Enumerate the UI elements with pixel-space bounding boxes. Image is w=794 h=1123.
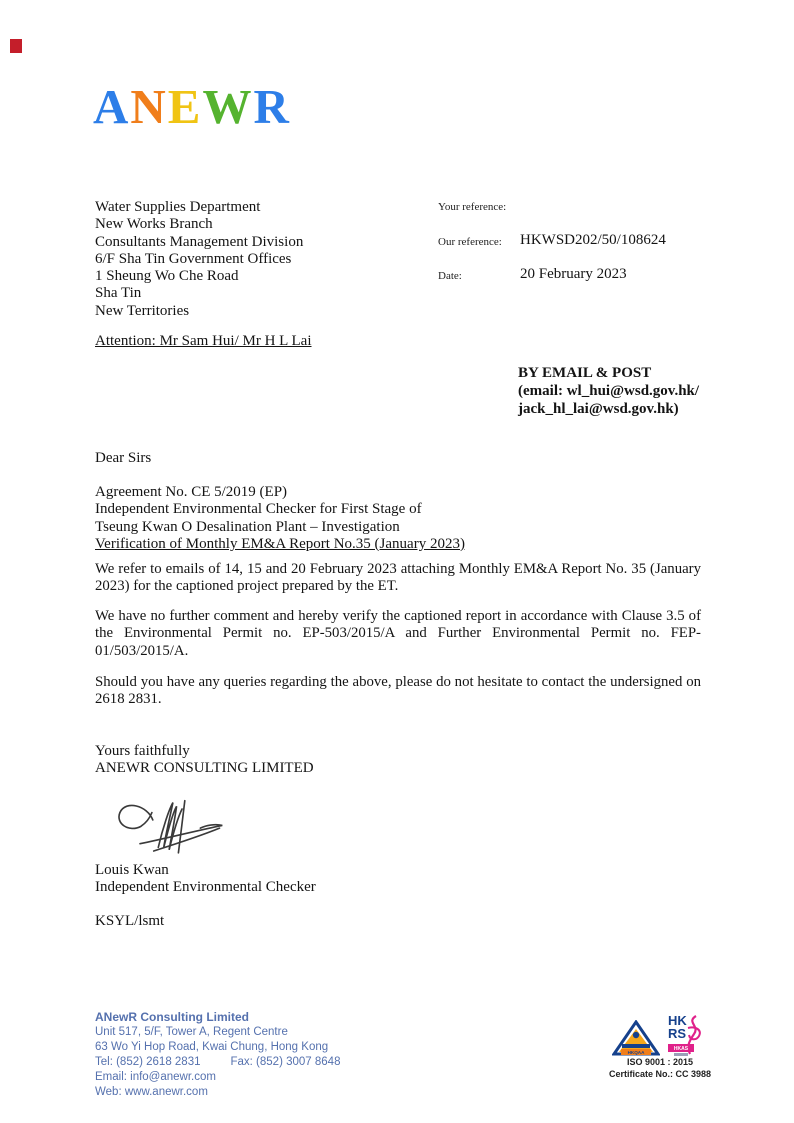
footer-tel-fax xyxy=(95,1055,340,1070)
footer-tel: Tel: (852) 2618 2831 xyxy=(95,1056,201,1068)
subject-line: Tseung Kwan O Desalination Plant – Investigation xyxy=(95,518,400,535)
subject-line-underlined: Verification of Monthly EM&A Report No.35 (January 2023) xyxy=(95,535,465,552)
recipient-line: New Territories xyxy=(95,302,190,319)
hkqaa-label: HKQAA xyxy=(627,1050,645,1055)
paragraph-3: Should you have any queries regarding the above, please do not hesitate to contact the undersigned on 2618 2831. xyxy=(95,674,701,708)
delivery-method xyxy=(518,364,699,418)
footer-email: Email: info@anewr.com xyxy=(95,1071,216,1083)
date-value: 20 February 2023 xyxy=(520,266,627,282)
signatory-name: Louis Kwan xyxy=(95,862,169,878)
signatory-title: Independent Environmental Checker xyxy=(95,879,316,896)
hkas-mark: HKAS xyxy=(673,1046,689,1052)
recipient-address xyxy=(95,199,303,320)
paragraph-2: We have no further comment and hereby verify the captioned report in accordance with Clause 3.5 of the Environmental Permit no. EP-503/2015/A and Further Environmental Permit no. FEP-01/503/2015/A. xyxy=(95,608,701,659)
certificate-number: Certificate No.: CC 3988 xyxy=(608,1069,712,1079)
our-reference-label: Our reference: xyxy=(438,236,502,248)
logo-letter-w: W xyxy=(202,79,254,134)
red-annotation-mark xyxy=(10,39,22,53)
your-reference-label: Your reference: xyxy=(438,201,507,213)
recipient-line: 6/F Sha Tin Government Offices xyxy=(95,250,292,267)
closing-company: ANEWR CONSULTING LIMITED xyxy=(95,760,314,777)
recipient-line: Water Supplies Department xyxy=(95,199,261,215)
logo-letter-a: A xyxy=(93,79,131,134)
recipient-line: New Works Branch xyxy=(95,216,213,233)
recipient-line: Consultants Management Division xyxy=(95,233,304,250)
paragraph-1: We refer to emails of 14, 15 and 20 February 2023 attaching Monthly EM&A Report No. 35 (January 2023) for the captioned project prepared by the ET. xyxy=(95,561,701,595)
footer-address-1: Unit 517, 5/F, Tower A, Regent Centre xyxy=(95,1026,288,1038)
closing-valediction: Yours faithfully xyxy=(95,743,190,759)
footer-company-name: ANewR Consulting Limited xyxy=(95,1010,249,1024)
logo-letter-r: R xyxy=(253,79,291,134)
subject-line: Independent Environmental Checker for First Stage of xyxy=(95,501,422,518)
footer-company-info xyxy=(95,1010,340,1100)
delivery-line-3: jack_hl_lai@wsd.gov.hk) xyxy=(518,401,679,417)
company-logo xyxy=(93,79,291,134)
hkrs-accreditation-logo xyxy=(666,1012,706,1062)
footer-fax: Fax: (852) 3007 8648 xyxy=(230,1056,341,1068)
signature-scribble xyxy=(112,798,232,862)
logo-letter-n: N xyxy=(130,79,168,134)
reference-initials: KSYL/lsmt xyxy=(95,913,165,929)
logo-letter-e: E xyxy=(167,79,203,134)
salutation: Dear Sirs xyxy=(95,450,152,466)
subject-line: Agreement No. CE 5/2019 (EP) xyxy=(95,484,288,500)
footer-web: Web: www.anewr.com xyxy=(95,1086,208,1098)
attention-line: Attention: Mr Sam Hui/ Mr H L Lai xyxy=(95,333,312,349)
delivery-line-1: BY EMAIL & POST xyxy=(518,365,652,381)
delivery-line-2: (email: wl_hui@wsd.gov.hk/ xyxy=(518,383,700,399)
iso-certification: ISO 9001 : 2015 xyxy=(626,1057,694,1067)
subject-block xyxy=(95,484,465,553)
our-reference-value: HKWSD202/50/108624 xyxy=(520,232,666,248)
date-label: Date: xyxy=(438,270,462,282)
signatory-block xyxy=(95,862,316,897)
certification-text xyxy=(595,1056,725,1080)
hkrs-top-text: HK xyxy=(668,1013,687,1028)
closing-block xyxy=(95,743,314,778)
hkrs-bottom-text: RS xyxy=(668,1026,687,1041)
footer-address-2: 63 Wo Yi Hop Road, Kwai Chung, Hong Kong xyxy=(95,1041,329,1053)
recipient-line: 1 Sheung Wo Che Road xyxy=(95,268,239,285)
certification-logos xyxy=(612,1012,706,1062)
recipient-line: Sha Tin xyxy=(95,285,142,302)
